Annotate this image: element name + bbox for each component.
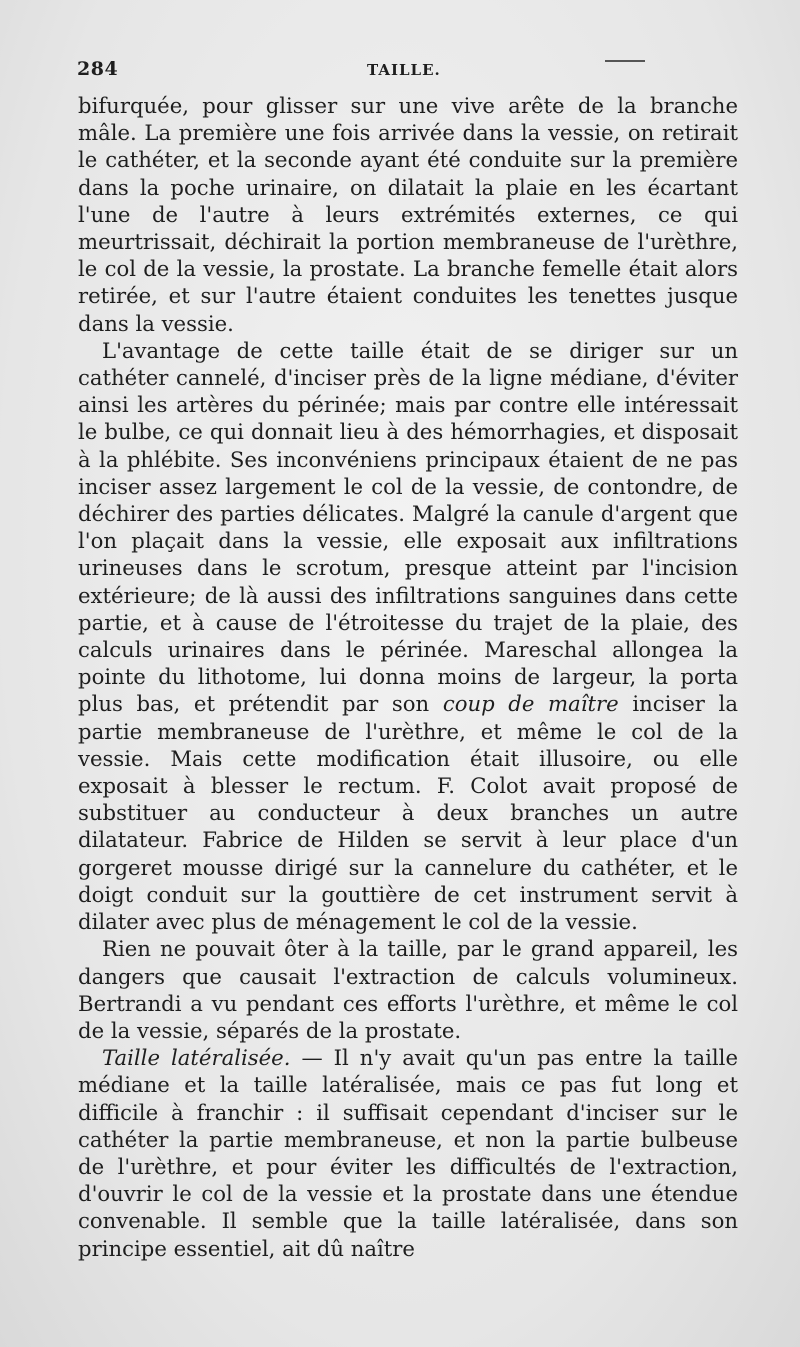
- paragraph-3-text: Rien ne pouvait ôter à la taille, par le grand appareil, les dangers que causait l'extraction de calculs volumineux. Bertrandi a vu pendant ces efforts l'urèthre, et même le col de la vessie, séparés de la prostate.: [78, 936, 738, 1043]
- section-heading-italic: Taille latéralisée.: [102, 1045, 291, 1071]
- print-mark: [605, 60, 645, 74]
- body-text: [78, 92, 738, 1262]
- paragraph-2-italic: coup de maître: [442, 691, 619, 717]
- paragraph-2-text: L'avantage de cette taille était de se diriger sur un cathéter cannelé, d'inciser près de la ligne médiane, d'éviter ainsi les artères du périnée; mais par contre elle intéressait le bulbe, ce qui donnait lieu à des hémorrhagies, et disposait à la phlébite. Ses inconvéniens principaux étaient de ne pas inciser assez largement le col de la vessie, de contondre, de déchirer des parties délicates. Malgré la canule d'argent que l'on plaçait dans la vessie, elle exposait aux infiltrations urineuses dans le scrotum, presque atteint par l'incision extérieure; de là aussi des infiltrations sanguines dans cette partie, et à cause de l'étroitesse du trajet de la plaie, des calculs urinaires dans le périnée. Mareschal allongea la pointe du lithotome, lui donna moins de largeur, la porta plus bas, et prétendit par son: [78, 337, 738, 717]
- paragraph-3: [78, 935, 738, 1044]
- paragraph-4-text: — Il n'y avait qu'un pas entre la taille médiane et la taille latéralisée, mais ce pas fut long et difficile à franchir : il suffisait cependant d'inciser sur le cathéter la partie membraneuse, et non la partie bulbeuse de l'urèthre, et pour éviter les difficultés de l'extraction, d'ouvrir le col de la vessie et la prostate dans une étendue convenable. Il semble que la taille latéralisée, dans son principe essentiel, ait dû naître: [78, 1045, 738, 1261]
- running-title: TAILLE.: [367, 61, 441, 79]
- paragraph-1-text: bifurquée, pour glisser sur une vive arête de la branche mâle. La première une fois arrivée dans la vessie, on retirait le cathéter, et la seconde ayant été conduite sur la première dans la poche urinaire, on dilatait la plaie en les écartant l'une de l'autre à leurs extrémités externes, ce qui meurtrissait, déchirait la portion membraneuse de l'urèthre, le col de la vessie, la prostate. La branche femelle était alors retirée, et sur l'autre étaient conduites les tenettes jusque dans la vessie.: [78, 93, 738, 336]
- paragraph-2-text-continued: inciser la partie membraneuse de l'urèthre, et même le col de la vessie. Mais cette modification était illusoire, ou elle exposait à blesser le rectum. F. Colot avait proposé de substituer au conducteur à deux branches un autre dilatateur. Fabrice de Hilden se servit à leur place d'un gorgeret mousse dirigé sur la cannelure du cathéter, et le doigt conduit sur la gouttière de cet instrument servit à dilater avec plus de ménagement le col de la vessie.: [78, 691, 738, 935]
- running-head: [77, 58, 737, 88]
- paragraph-2: [78, 337, 738, 935]
- page-number: 284: [77, 58, 119, 80]
- paragraph-1: [78, 92, 738, 337]
- paragraph-4: [78, 1044, 738, 1262]
